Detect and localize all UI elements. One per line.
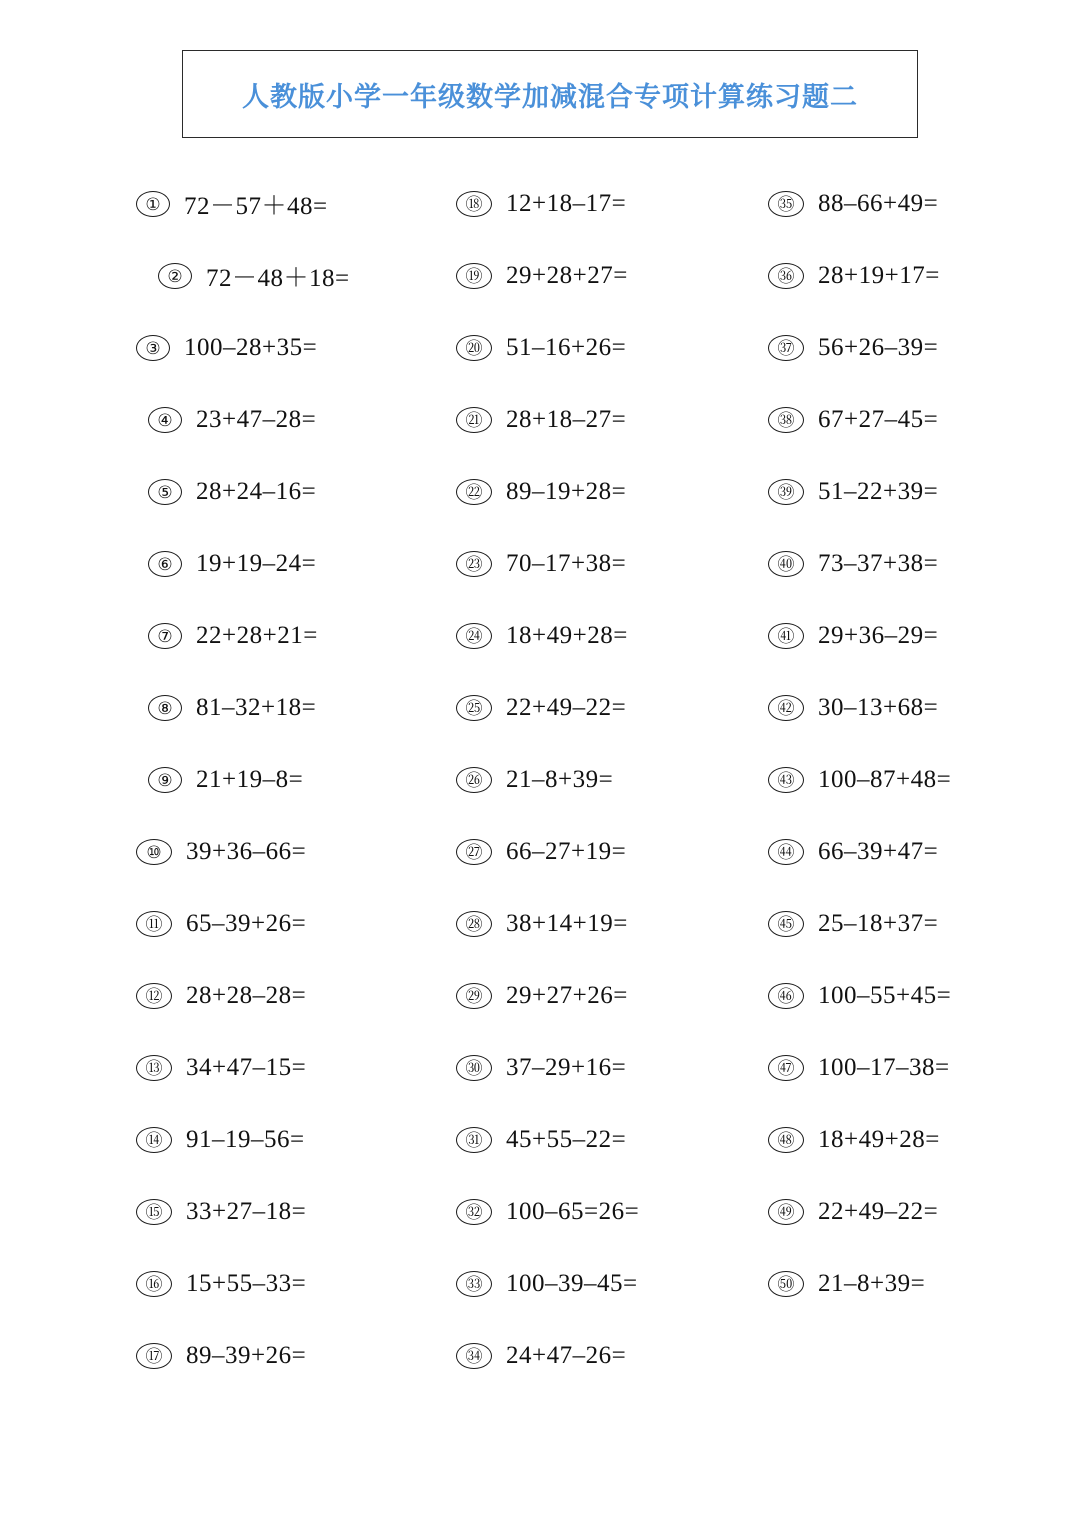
problem-row <box>768 960 1000 1032</box>
problem-number: ④ <box>148 407 182 433</box>
problem-number: ⑳ <box>456 335 492 361</box>
problem-row <box>136 1032 320 1104</box>
problem-row <box>456 1104 640 1176</box>
problem-number: ㊼ <box>768 1055 804 1081</box>
problem-expression: 56+26–39= <box>818 334 939 361</box>
problem-number: ㊱ <box>768 263 804 289</box>
problem-number: ⑰ <box>136 1343 172 1369</box>
problem-row <box>768 384 1000 456</box>
problem-number: ⑫ <box>136 983 172 1009</box>
problem-number: ㊾ <box>768 1199 804 1225</box>
problem-row <box>456 528 640 600</box>
problem-expression: 72－57＋48= <box>184 193 328 220</box>
problem-row <box>456 816 640 888</box>
problem-expression: 67+27–45= <box>818 406 939 433</box>
problem-expression: 39+36–66= <box>186 838 307 865</box>
problem-expression: 15+55–33= <box>186 1270 307 1297</box>
problem-row <box>768 816 1000 888</box>
problem-number: ㊺ <box>768 911 804 937</box>
problem-expression: 34+47–15= <box>186 1054 307 1081</box>
problem-expression: 21–8+39= <box>506 766 614 793</box>
problem-number: ㊶ <box>768 623 804 649</box>
problem-number: ㉖ <box>456 767 492 793</box>
problem-row <box>456 744 640 816</box>
page-title: 人教版小学一年级数学加减混合专项计算练习题二 <box>242 81 858 112</box>
problem-number: ㊵ <box>768 551 804 577</box>
problem-row <box>768 1032 1000 1104</box>
problem-row <box>768 1176 1000 1248</box>
problem-expression: 30–13+68= <box>818 694 939 721</box>
problem-number: ⑩ <box>136 839 172 865</box>
problem-number: ㊳ <box>768 407 804 433</box>
problem-expression: 28+24–16= <box>196 478 317 505</box>
problem-number: ㉙ <box>456 983 492 1009</box>
problem-number: ㉛ <box>456 1127 492 1153</box>
problem-row <box>768 312 1000 384</box>
problem-row <box>136 888 320 960</box>
problem-column-1 <box>0 168 350 1392</box>
problem-row <box>768 528 1000 600</box>
problem-row <box>136 816 320 888</box>
problem-row <box>456 672 640 744</box>
problem-number: ③ <box>136 335 170 361</box>
problem-row <box>456 960 640 1032</box>
problem-number: ㉜ <box>456 1199 492 1225</box>
problem-number: ⑮ <box>136 1199 172 1225</box>
problem-expression: 100–55+45= <box>818 982 952 1009</box>
problem-number: ㉞ <box>456 1343 492 1369</box>
problem-expression: 66–39+47= <box>818 838 939 865</box>
problem-number: ㊴ <box>768 479 804 505</box>
problem-expression: 22+28+21= <box>196 622 318 649</box>
problem-number: ㊻ <box>768 983 804 1009</box>
problem-number: ㉕ <box>456 695 492 721</box>
problem-row <box>136 744 320 816</box>
problem-number: ⑧ <box>148 695 182 721</box>
problem-row <box>768 672 1000 744</box>
problem-row <box>136 1176 320 1248</box>
problem-expression: 65–39+26= <box>186 910 307 937</box>
problem-number: ㉒ <box>456 479 492 505</box>
problem-expression: 28+18–27= <box>506 406 627 433</box>
problem-expression: 100–39–45= <box>506 1270 638 1297</box>
problem-row <box>136 1248 320 1320</box>
problem-expression: 25–18+37= <box>818 910 939 937</box>
problem-row <box>136 1104 320 1176</box>
problem-number: ② <box>158 263 192 289</box>
problem-row <box>456 1176 640 1248</box>
problem-row <box>136 960 320 1032</box>
problem-expression: 28+28–28= <box>186 982 307 1009</box>
problem-number: ⑦ <box>148 623 182 649</box>
problem-row <box>456 600 640 672</box>
problem-expression: 37–29+16= <box>506 1054 627 1081</box>
problem-row <box>456 168 640 240</box>
problem-expression: 19+19–24= <box>196 550 317 577</box>
problem-number: ㊲ <box>768 335 804 361</box>
problem-number: ㉔ <box>456 623 492 649</box>
problem-expression: 28+19+17= <box>818 262 940 289</box>
problem-number: ㊹ <box>768 839 804 865</box>
problem-expression: 89–39+26= <box>186 1342 307 1369</box>
problem-row <box>136 240 350 312</box>
problem-row <box>768 1248 1000 1320</box>
problem-expression: 100–28+35= <box>184 334 318 361</box>
problem-number: ㊿ <box>768 1271 804 1297</box>
problem-columns <box>0 168 1080 1392</box>
problem-row <box>136 312 320 384</box>
problem-expression: 51–16+26= <box>506 334 627 361</box>
problem-expression: 23+47–28= <box>196 406 317 433</box>
problem-expression: 100–87+48= <box>818 766 952 793</box>
problem-row <box>456 312 640 384</box>
problem-number: ⑬ <box>136 1055 172 1081</box>
problem-expression: 66–27+19= <box>506 838 627 865</box>
problem-row <box>456 1248 640 1320</box>
problem-expression: 24+47–26= <box>506 1342 627 1369</box>
problem-expression: 38+14+19= <box>506 910 628 937</box>
problem-expression: 89–19+28= <box>506 478 627 505</box>
problem-row <box>768 600 1000 672</box>
problem-expression: 18+49+28= <box>506 622 628 649</box>
problem-row <box>136 384 320 456</box>
problem-row <box>456 1032 640 1104</box>
problem-row <box>136 672 320 744</box>
problem-number: ㉝ <box>456 1271 492 1297</box>
problem-number: ㉗ <box>456 839 492 865</box>
problem-expression: 88–66+49= <box>818 190 939 217</box>
problem-column-3 <box>640 168 1000 1392</box>
problem-row <box>136 1320 320 1392</box>
problem-number: ㉟ <box>768 191 804 217</box>
problem-expression: 12+18–17= <box>506 190 627 217</box>
problem-column-2 <box>320 168 640 1392</box>
problem-row <box>136 456 320 528</box>
problem-row <box>456 240 640 312</box>
problem-row <box>136 528 320 600</box>
problem-expression: 21+19–8= <box>196 766 304 793</box>
problem-expression: 91–19–56= <box>186 1126 305 1153</box>
problem-number: ㉘ <box>456 911 492 937</box>
problem-row <box>456 384 640 456</box>
problem-expression: 73–37+38= <box>818 550 939 577</box>
problem-number: ① <box>136 191 170 217</box>
problem-row <box>136 168 328 240</box>
problem-number: ⑥ <box>148 551 182 577</box>
problem-number: ⑭ <box>136 1127 172 1153</box>
problem-row <box>768 744 1000 816</box>
problem-expression: 51–22+39= <box>818 478 939 505</box>
problem-expression: 18+49+28= <box>818 1126 940 1153</box>
problem-number: ㊸ <box>768 767 804 793</box>
problem-row <box>768 456 1000 528</box>
problem-expression: 33+27–18= <box>186 1198 307 1225</box>
problem-expression: 22+49–22= <box>506 694 627 721</box>
problem-row <box>768 888 1000 960</box>
problem-number: ㉚ <box>456 1055 492 1081</box>
problem-number: ⑱ <box>456 191 492 217</box>
problem-row <box>768 240 1000 312</box>
problem-number: ⑤ <box>148 479 182 505</box>
problem-row <box>456 456 640 528</box>
problem-number: ⑨ <box>148 767 182 793</box>
problem-number: ㊽ <box>768 1127 804 1153</box>
problem-row <box>136 600 320 672</box>
problem-expression: 45+55–22= <box>506 1126 627 1153</box>
problem-expression: 70–17+38= <box>506 550 627 577</box>
problem-expression: 100–17–38= <box>818 1054 950 1081</box>
problem-expression: 81–32+18= <box>196 694 317 721</box>
problem-number: ㉓ <box>456 551 492 577</box>
title-box <box>182 50 918 138</box>
problem-number: ㊷ <box>768 695 804 721</box>
problem-expression: 29+28+27= <box>506 262 628 289</box>
problem-row <box>456 1320 640 1392</box>
problem-row <box>768 1104 1000 1176</box>
problem-expression: 72－48＋18= <box>206 265 350 292</box>
problem-expression: 100–65=26= <box>506 1198 640 1225</box>
problem-number: ⑲ <box>456 263 492 289</box>
problem-expression: 22+49–22= <box>818 1198 939 1225</box>
problem-number: ⑪ <box>136 911 172 937</box>
problem-expression: 29+36–29= <box>818 622 939 649</box>
problem-row <box>456 888 640 960</box>
problem-expression: 29+27+26= <box>506 982 628 1009</box>
problem-number: ⑯ <box>136 1271 172 1297</box>
problem-expression: 21–8+39= <box>818 1270 926 1297</box>
problem-row <box>768 168 1000 240</box>
problem-number: ㉑ <box>456 407 492 433</box>
